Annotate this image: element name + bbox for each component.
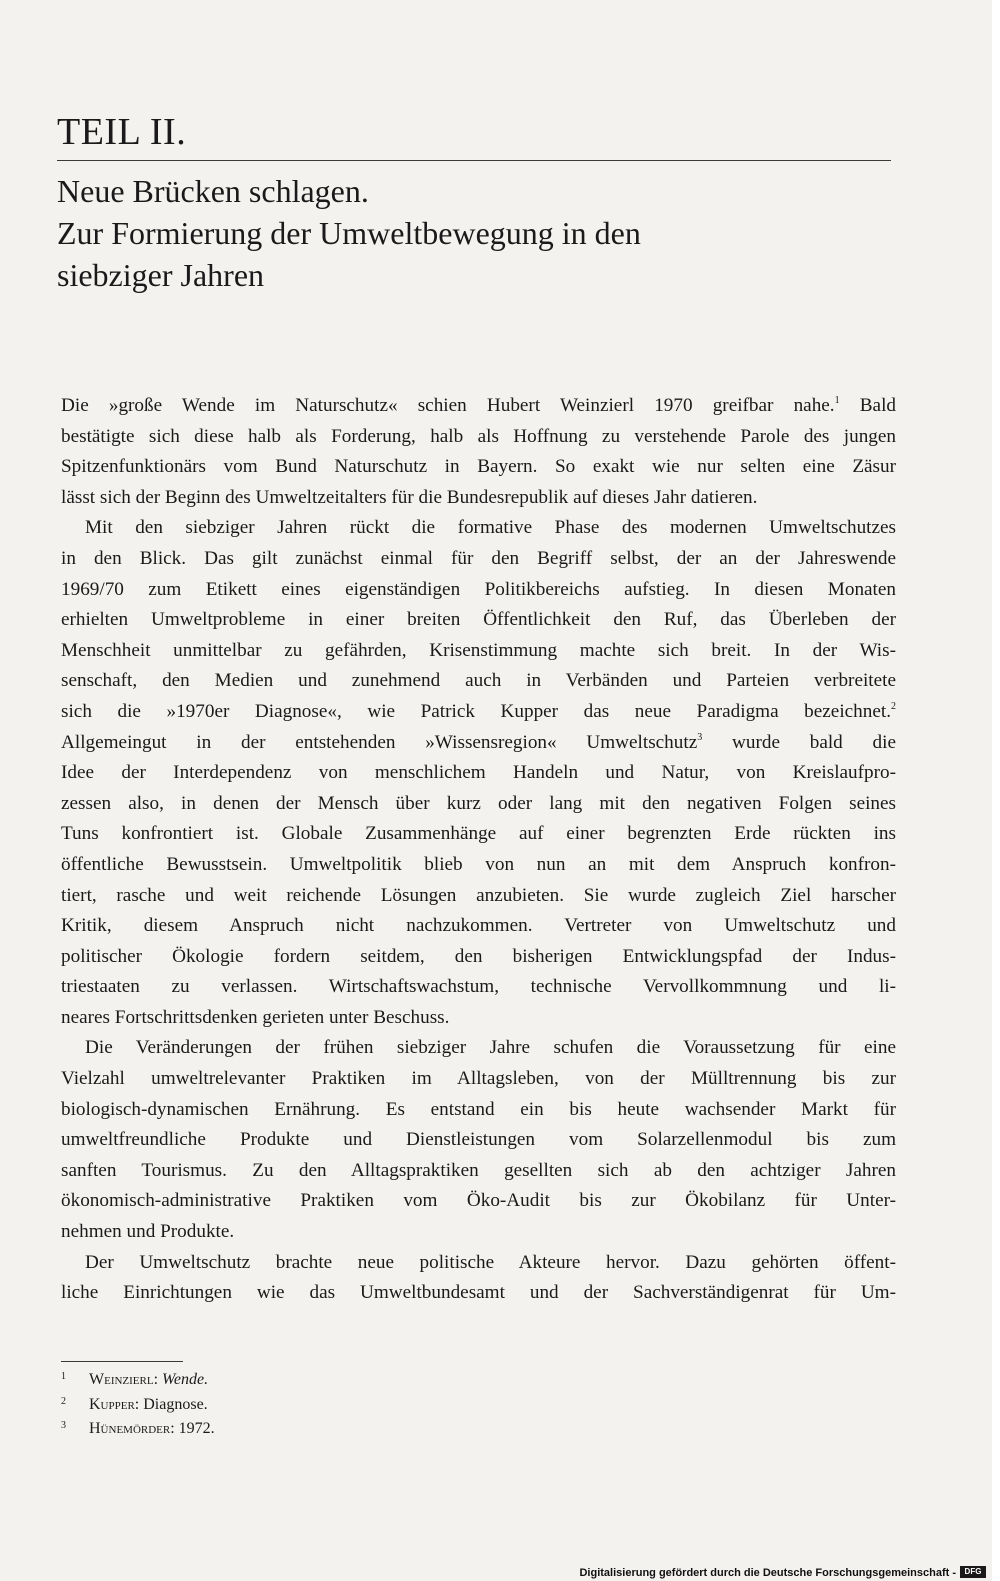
footnote-title: Diagnose. — [143, 1395, 208, 1413]
footnote-ref[interactable]: 3 — [697, 731, 703, 743]
footnote-number: 3 — [61, 1420, 66, 1431]
text-line: in den Blick. Das gilt zunächst einmal für den Begriff selbst, der an der Jahreswende — [61, 547, 896, 569]
footnote — [61, 1366, 215, 1391]
text-line: öffentliche Bewusstsein. Umweltpolitik blieb von nun an mit dem Anspruch konfron- — [61, 853, 896, 875]
text-line: senschaft, den Medien und zunehmend auch in Verbänden und Parteien verbreitete — [61, 670, 896, 692]
footnote-title: Wende. — [162, 1371, 209, 1388]
paragraph-2 — [61, 513, 896, 1033]
footnote-author: Hünemörder: — [89, 1420, 175, 1437]
text-line: 1969/70 zum Etikett eines eigenständigen Politikbereichs aufstieg. In diesen Monaten — [61, 578, 896, 600]
body-text — [61, 391, 896, 1309]
text-line: Kritik, diesem Anspruch nicht nachzukommen. Vertreter von Umweltschutz und — [61, 915, 896, 937]
footnote — [61, 1391, 215, 1416]
heading-rule — [57, 160, 891, 161]
text-line: Spitzenfunktionärs vom Bund Naturschutz in Bayern. So exakt wie nur selten eine Zäsur — [61, 456, 896, 478]
text-line: Tuns konfrontiert ist. Globale Zusammenhänge auf einer begrenzten Erde rückten ins — [61, 823, 896, 845]
text-line: Idee der Interdependenz von menschlichem Handeln und Natur, von Kreislaufpro- — [61, 762, 896, 784]
chapter-title-line: Zur Formierung der Umweltbewegung in den — [57, 215, 641, 251]
footnote-author: Weinzierl: — [89, 1371, 159, 1388]
text-line: bestätigte sich diese halb als Forderung, halb als Hoffnung zu verstehende Parole des jungen — [61, 425, 896, 447]
text-line: Der Umweltschutz brachte neue politische Akteure hervor. Dazu gehörten öffent- — [85, 1251, 896, 1273]
text-line: Menschheit unmittelbar zu gefährden, Krisenstimmung machte sich breit. In der Wis- — [61, 639, 896, 661]
text-line: Mit den siebziger Jahren rückt die formative Phase des modernen Umweltschutzes — [85, 517, 896, 539]
text-line: triestaaten zu verlassen. Wirtschaftswachstum, technische Vervollkommnung und li- — [61, 976, 896, 998]
text-line: Die »große Wende im Naturschutz« schien Hubert Weinzierl 1970 greifbar nahe.$^1$ Bald — [61, 395, 896, 416]
footnote-author: Kupper: — [89, 1395, 140, 1413]
footnotes — [61, 1366, 215, 1440]
text-line: erhielten Umweltprobleme in einer breiten Öffentlichkeit den Ruf, das Überleben der — [61, 609, 896, 631]
text-line: sanften Tourismus. Zu den Alltagspraktiken gesellten sich ab den achtziger Jahren — [61, 1159, 896, 1181]
text-line: biologisch-dynamischen Ernährung. Es entstand ein bis heute wachsender Markt für — [61, 1098, 896, 1120]
footnote-ref[interactable]: 1 — [834, 395, 840, 406]
text-line: sich die »1970er Diagnose«, wie Patrick Kupper das neue Paradigma bezeichnet.$^2$ — [61, 700, 896, 722]
dfg-logo: DFG — [960, 1566, 986, 1578]
text-line: Allgemeingut in der entstehenden »Wissensregion« Umweltschutz$^3$ wurde bald die — [61, 731, 896, 753]
text-line: umweltfreundliche Produkte und Dienstleistungen vom Solarzellenmodul bis zum — [61, 1129, 896, 1151]
text-line: Vielzahl umweltrelevanter Praktiken im Alltagsleben, von der Mülltrennung bis zur — [61, 1068, 896, 1090]
text-line: neares Fortschrittsdenken gerieten unter Beschuss. — [61, 1006, 450, 1028]
footnote-number: 1 — [61, 1371, 66, 1382]
text-line: Die Veränderungen der frühen siebziger Jahre schufen die Voraussetzung für eine — [85, 1037, 896, 1059]
footnote-ref[interactable]: 2 — [891, 700, 896, 712]
footnote-number: 2 — [61, 1395, 66, 1407]
chapter-title — [57, 170, 641, 296]
paragraph-3 — [61, 1033, 896, 1247]
text-line: ökonomisch-administrative Praktiken vom Öko-Audit bis zur Ökobilanz für Unter- — [61, 1190, 896, 1212]
text-line: liche Einrichtungen wie das Umweltbundesamt und der Sachverständigenrat für Um- — [61, 1282, 896, 1304]
chapter-title-line: siebziger Jahren — [57, 257, 265, 293]
text-line: nehmen und Produkte. — [61, 1221, 235, 1243]
paragraph-4 — [61, 1248, 896, 1309]
text-line: zessen also, in denen der Mensch über kurz oder lang mit den negativen Folgen seines — [61, 792, 896, 814]
text-line: tiert, rasche und weit reichende Lösungen anzubieten. Sie wurde zugleich Ziel harscher — [61, 884, 896, 906]
digitization-credit: Digitalisierung gefördert durch die Deutsche Forschungsgemeinschaft - — [579, 1567, 956, 1579]
footnote — [61, 1415, 215, 1440]
footnote-title: 1972. — [178, 1420, 215, 1437]
footnote-rule — [61, 1361, 183, 1362]
chapter-title-line: Neue Brücken schlagen. — [57, 173, 369, 209]
text-line: lässt sich der Beginn des Umweltzeitalters für die Bundesrepublik auf dieses Jahr datieren. — [61, 486, 758, 508]
text-line: politischer Ökologie fordern seitdem, den bisherigen Entwicklungspfad der Indus- — [61, 945, 896, 967]
part-title: TEIL II. — [57, 111, 187, 153]
paragraph-1 — [61, 391, 896, 513]
